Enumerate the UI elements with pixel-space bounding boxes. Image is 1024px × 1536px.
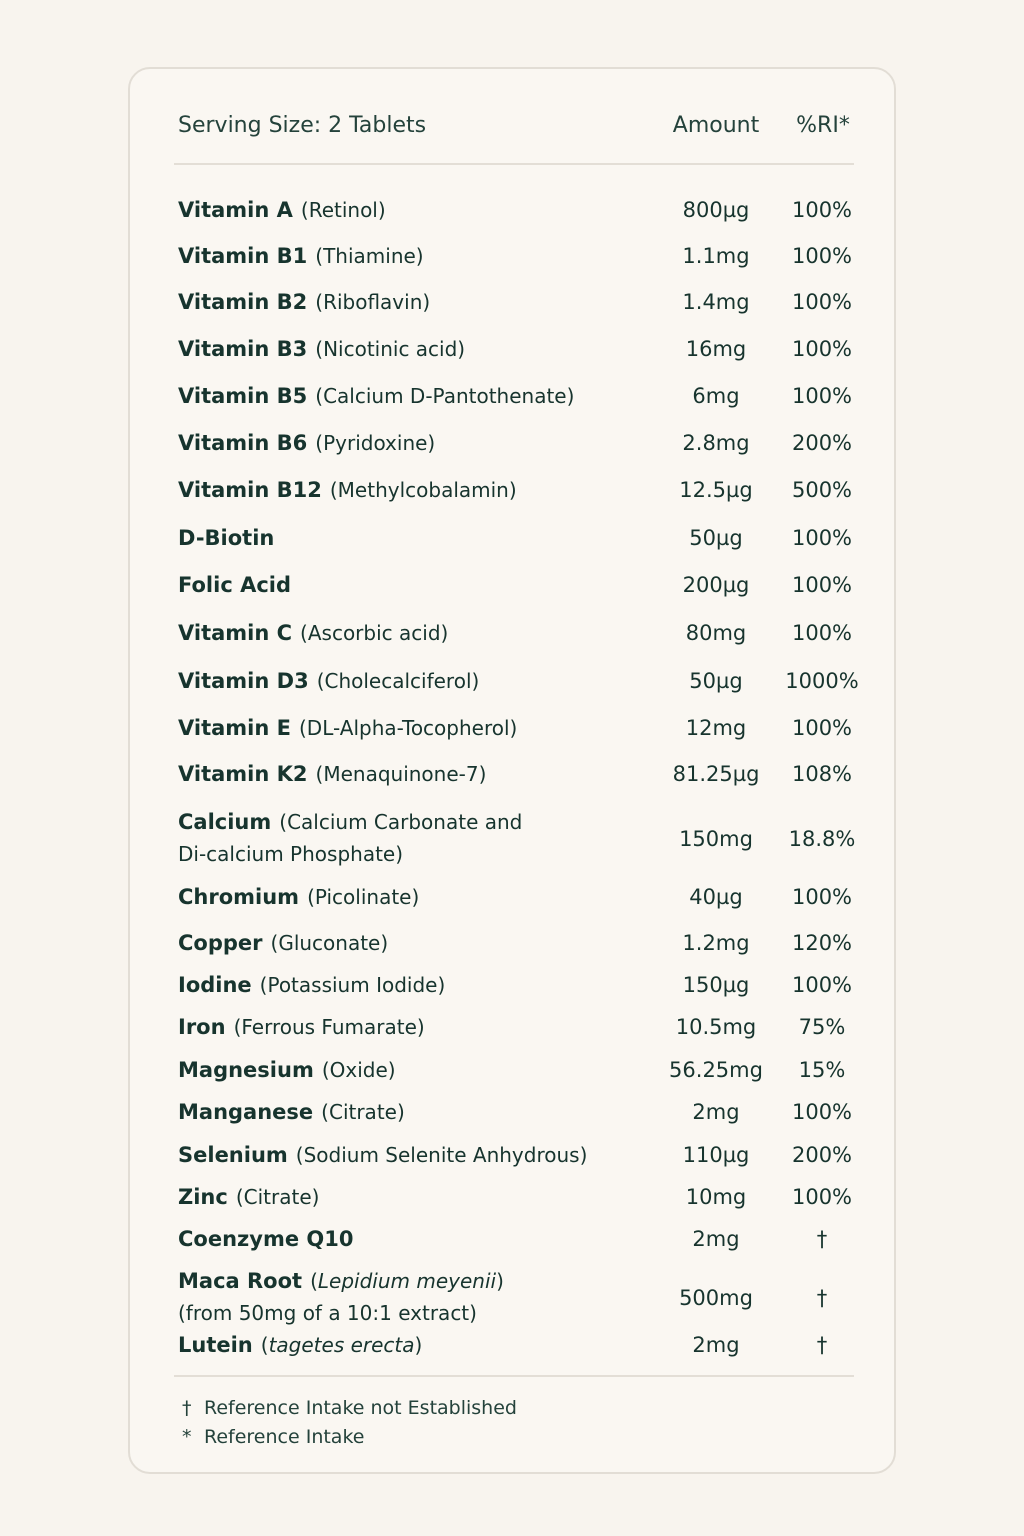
nutrient-source: (Calcium Carbonate and xyxy=(279,810,523,834)
nutrient-ri: 100% xyxy=(791,526,853,550)
nutrient-source: (Ferrous Fumarate) xyxy=(233,1015,425,1039)
nutrient-source: (tagetes erecta) xyxy=(260,1333,423,1357)
nutrient-source: (Ascorbic acid) xyxy=(300,621,449,645)
nutrient-ri: 100% xyxy=(791,716,853,740)
nutrient-ri: 100% xyxy=(791,290,853,314)
nutrient-source: (Pyridoxine) xyxy=(315,431,436,455)
amount-column-header: Amount xyxy=(672,113,760,138)
nutrient-name-cell xyxy=(178,474,618,506)
nutrient-source: (Cholecalciferol) xyxy=(316,669,480,693)
nutrient-source-latin: Lepidium meyenii xyxy=(317,1269,497,1293)
nutrient-amount: 2mg xyxy=(692,1100,740,1124)
nutrient-name-cell xyxy=(178,1011,618,1043)
nutrient-name: Coenzyme Q10 xyxy=(178,1227,354,1251)
nutrient-amount: 2mg xyxy=(692,1333,740,1357)
nutrient-name-cell xyxy=(178,712,618,744)
nutrient-ri: 100% xyxy=(791,621,853,645)
nutrient-name: Calcium xyxy=(178,810,272,834)
nutrient-ri: 18.8% xyxy=(788,827,856,851)
nutrient-name: Iodine xyxy=(178,973,252,997)
nutrient-name: Vitamin A xyxy=(178,198,293,222)
footnote-asterisk xyxy=(182,1423,517,1452)
nutrient-amount: 40µg xyxy=(689,885,743,909)
serving-size-label: Serving Size: 2 Tablets xyxy=(178,113,427,138)
nutrient-amount: 10.5mg xyxy=(675,1015,757,1039)
nutrient-name: Zinc xyxy=(178,1185,228,1209)
nutrient-source: (Gluconate) xyxy=(270,931,389,955)
nutrient-name: Vitamin B5 xyxy=(178,384,308,408)
nutrient-source: (Sodium Selenite Anhydrous) xyxy=(295,1143,588,1167)
nutrient-amount: 200µg xyxy=(682,573,750,597)
nutrient-name: Copper xyxy=(178,931,263,955)
nutrient-name-cell xyxy=(178,1139,618,1171)
nutrient-name-cell xyxy=(178,286,618,318)
nutrient-name: Manganese xyxy=(178,1100,314,1124)
nutrient-name-cell xyxy=(178,881,618,913)
footer-divider xyxy=(174,1375,854,1377)
nutrient-ri: † xyxy=(816,1227,828,1251)
nutrient-name: Vitamin D3 xyxy=(178,669,309,693)
nutrient-source-line2: (from 50mg of a 10:1 extract) xyxy=(178,1301,477,1325)
nutrient-name: Vitamin B2 xyxy=(178,290,308,314)
nutrient-name: Vitamin E xyxy=(178,716,291,740)
nutrient-name: Vitamin K2 xyxy=(178,762,308,786)
nutrient-name-cell xyxy=(178,333,618,365)
nutrient-amount: 1.2mg xyxy=(682,931,750,955)
nutrient-amount: 80mg xyxy=(685,621,747,645)
nutrient-ri: 100% xyxy=(791,1185,853,1209)
nutrient-name: Lutein xyxy=(178,1333,253,1357)
nutrient-source: (Citrate) xyxy=(235,1185,320,1209)
footnote-dagger xyxy=(182,1394,517,1423)
nutrient-name: Vitamin C xyxy=(178,621,293,645)
nutrient-name-cell xyxy=(178,194,618,226)
nutrient-amount: 56.25mg xyxy=(669,1058,763,1082)
nutrient-ri: 100% xyxy=(791,198,853,222)
nutrient-name-cell xyxy=(178,569,618,601)
footnote-dagger-text: Reference Intake not Established xyxy=(204,1397,517,1419)
nutrient-source: (Thiamine) xyxy=(315,244,424,268)
nutrient-source: (Nicotinic acid) xyxy=(315,337,466,361)
nutrient-name-cell xyxy=(178,617,618,649)
nutrient-name-cell xyxy=(178,1223,618,1255)
nutrient-amount: 150mg xyxy=(679,827,753,851)
nutrient-ri: 200% xyxy=(791,431,853,455)
nutrient-amount: 1.4mg xyxy=(682,290,750,314)
nutrient-name: Vitamin B1 xyxy=(178,244,308,268)
nutrient-source: (Picolinate) xyxy=(307,885,420,909)
nutrient-amount: 2.8mg xyxy=(682,431,750,455)
nutrient-name: Maca Root xyxy=(178,1269,303,1293)
dagger-mark: † xyxy=(182,1397,192,1419)
nutrient-amount: 1.1mg xyxy=(682,244,750,268)
nutrient-source: (Methylcobalamin) xyxy=(329,478,517,502)
nutrient-amount: 150µg xyxy=(682,973,750,997)
nutrient-name: Vitamin B12 xyxy=(178,478,322,502)
table-header xyxy=(178,113,858,145)
nutrient-ri: 100% xyxy=(791,244,853,268)
nutrient-source: (Lepidium meyenii) xyxy=(310,1269,504,1293)
nutrient-amount: 2mg xyxy=(692,1227,740,1251)
nutrient-source-latin: tagetes erecta xyxy=(268,1333,415,1357)
nutrient-name: Folic Acid xyxy=(178,573,292,597)
nutrient-source-line2: Di-calcium Phosphate) xyxy=(178,842,404,866)
nutrient-name: Vitamin B6 xyxy=(178,431,308,455)
nutrient-name: D-Biotin xyxy=(178,526,275,550)
asterisk-mark: * xyxy=(182,1426,192,1448)
nutrient-name: Selenium xyxy=(178,1143,288,1167)
nutrient-source: (Menaquinone-7) xyxy=(315,762,487,786)
nutrient-source: (Calcium D-Pantothenate) xyxy=(315,384,575,408)
nutrient-name-cell xyxy=(178,427,618,459)
nutrient-name-cell xyxy=(178,1329,618,1361)
nutrient-ri: 200% xyxy=(791,1143,853,1167)
nutrient-name-cell xyxy=(178,665,618,697)
nutrient-ri: 1000% xyxy=(785,669,859,693)
nutrient-amount: 50µg xyxy=(689,526,743,550)
nutrient-amount: 500mg xyxy=(679,1286,753,1310)
nutrient-amount: 10mg xyxy=(685,1185,747,1209)
nutrient-name: Iron xyxy=(178,1015,226,1039)
nutrient-ri: 100% xyxy=(791,885,853,909)
nutrient-ri: 500% xyxy=(791,478,853,502)
nutrient-source: (Retinol) xyxy=(300,198,386,222)
nutrient-name: Vitamin B3 xyxy=(178,337,308,361)
nutrient-name-cell xyxy=(178,758,618,790)
nutrient-name-cell xyxy=(178,969,618,1001)
nutrient-name-cell xyxy=(178,1054,618,1086)
nutrient-amount: 81.25µg xyxy=(672,762,760,786)
nutrient-ri: 100% xyxy=(791,1100,853,1124)
nutrient-amount: 6mg xyxy=(692,384,740,408)
nutrient-amount: 50µg xyxy=(689,669,743,693)
nutrient-amount: 12.5µg xyxy=(679,478,753,502)
nutrient-ri: 75% xyxy=(798,1015,846,1039)
nutrient-name: Chromium xyxy=(178,885,300,909)
nutrient-amount: 16mg xyxy=(685,337,747,361)
nutrient-ri: 120% xyxy=(791,931,853,955)
nutrient-source: (Oxide) xyxy=(321,1058,396,1082)
nutrient-name: Magnesium xyxy=(178,1058,314,1082)
nutrient-name-cell xyxy=(178,380,618,412)
footnotes xyxy=(182,1394,517,1452)
nutrient-name-cell xyxy=(178,1181,618,1213)
ri-column-header: %RI* xyxy=(796,113,850,138)
nutrient-amount: 800µg xyxy=(682,198,750,222)
nutrient-name-cell xyxy=(178,806,618,870)
nutrient-ri: 100% xyxy=(791,384,853,408)
nutrient-source: (Citrate) xyxy=(321,1100,405,1124)
nutrient-ri: 108% xyxy=(791,762,853,786)
nutrient-source: (Potassium Iodide) xyxy=(259,973,446,997)
nutrient-name-cell xyxy=(178,1265,618,1329)
nutrient-ri: † xyxy=(816,1333,828,1357)
nutrient-ri: 100% xyxy=(791,337,853,361)
nutrient-amount: 110µg xyxy=(682,1143,750,1167)
nutrient-ri: † xyxy=(816,1286,828,1310)
footnote-asterisk-text: Reference Intake xyxy=(204,1426,365,1448)
nutrient-ri: 100% xyxy=(791,973,853,997)
nutrient-name-cell xyxy=(178,1096,618,1128)
nutrient-name-cell xyxy=(178,522,618,554)
nutrient-ri: 100% xyxy=(791,573,853,597)
nutrient-amount: 12mg xyxy=(685,716,747,740)
nutrition-panel xyxy=(128,67,896,1474)
nutrient-name-cell xyxy=(178,927,618,959)
nutrient-name-cell xyxy=(178,240,618,272)
header-divider xyxy=(174,163,854,165)
nutrient-source: (Riboflavin) xyxy=(315,290,431,314)
nutrient-source: (DL-Alpha-Tocopherol) xyxy=(298,716,518,740)
nutrient-ri: 15% xyxy=(798,1058,846,1082)
